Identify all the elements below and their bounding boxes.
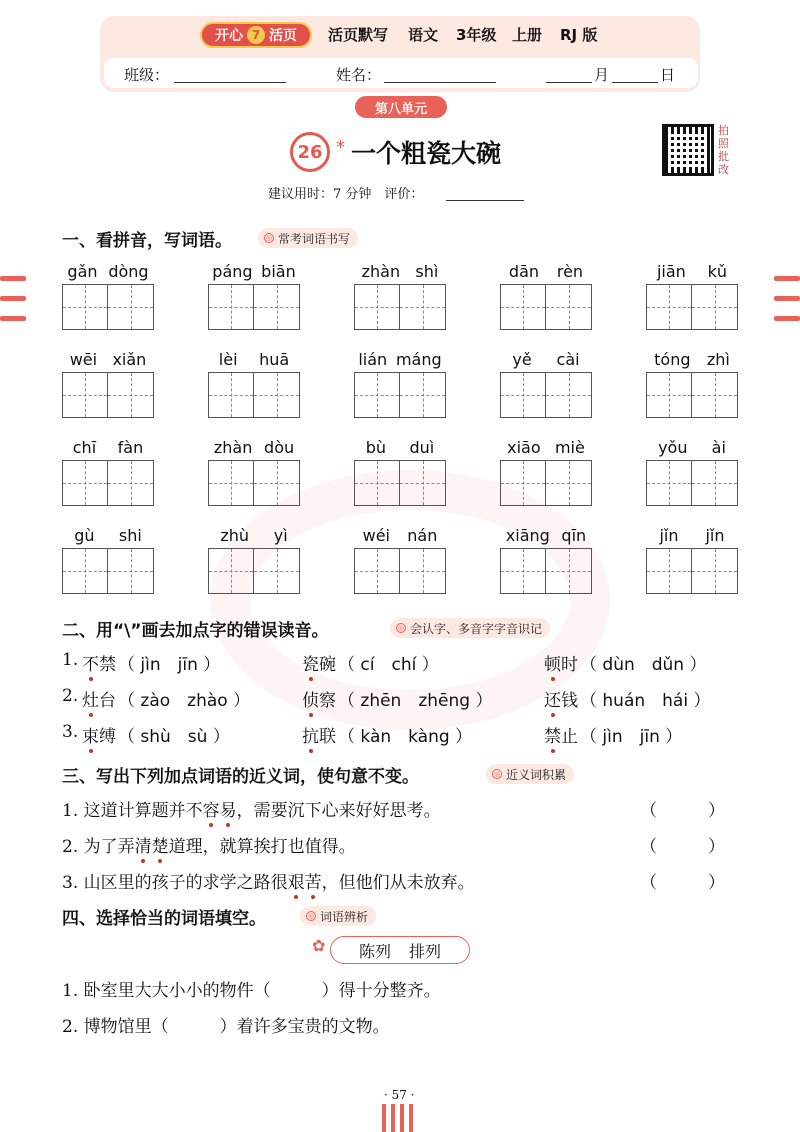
word-rest: 止: [561, 727, 578, 747]
pinyin-syllable: biān: [261, 262, 296, 281]
word-choice-box: [330, 936, 470, 964]
writing-box[interactable]: [108, 284, 154, 330]
pinyin-syllable: miè: [554, 438, 585, 457]
writing-box[interactable]: [546, 284, 592, 330]
writing-box[interactable]: [62, 460, 108, 506]
pinyin-syllable: kǔ: [707, 262, 728, 281]
pinyin-syllable: dòu: [264, 438, 295, 457]
pinyin-word: [208, 262, 300, 330]
pinyin-syllable: máng: [395, 350, 442, 369]
side-mark-left-2: [0, 296, 26, 301]
pinyin-syllable: xiāng: [505, 526, 550, 545]
pinyin-syllable: jiān: [656, 262, 686, 281]
writing-box[interactable]: [646, 372, 692, 418]
pinyin-label: [500, 438, 592, 460]
writing-boxes: [646, 460, 738, 506]
writing-boxes: [62, 284, 154, 330]
pinyin-syllable: yě: [512, 350, 532, 369]
pinyin-label: [646, 262, 738, 284]
subject-label: 语文: [408, 26, 439, 44]
target-icon: ◎: [265, 234, 273, 242]
writing-box[interactable]: [208, 548, 254, 594]
pinyin-label: [646, 438, 738, 460]
dotted-char: 禁: [544, 722, 561, 747]
pinyin-syllable: yì: [273, 526, 288, 545]
writing-box[interactable]: [546, 460, 592, 506]
volume-label: 上册: [512, 26, 543, 44]
sentence-end: ，需要沉下心来好好思考。: [236, 801, 441, 821]
pinyin-syllable: duì: [409, 438, 435, 457]
writing-box[interactable]: [208, 372, 254, 418]
item-number: 1.: [62, 650, 79, 670]
writing-box[interactable]: [354, 284, 400, 330]
writing-boxes: [646, 372, 738, 418]
dotted-char: 楚: [152, 832, 169, 857]
dotted-char: 不: [82, 650, 99, 675]
sentence-start: 1. 这道计算题并不: [62, 801, 203, 821]
fill-line-1: 1. 卧室里大大小小的物件（ ）得十分整齐。: [62, 981, 441, 1001]
writing-box[interactable]: [546, 548, 592, 594]
answer-blank[interactable]: （ ）: [640, 801, 725, 821]
pinyin-word: [500, 262, 592, 330]
pinyin-label: [208, 526, 300, 548]
writing-box[interactable]: [62, 284, 108, 330]
writing-boxes: [500, 460, 592, 506]
writing-boxes: [500, 284, 592, 330]
pinyin-label: [62, 438, 154, 460]
pinyin-label: [208, 350, 300, 372]
writing-boxes: [208, 548, 300, 594]
writing-box[interactable]: [62, 548, 108, 594]
writing-boxes: [646, 284, 738, 330]
pinyin-syllable: gù: [74, 526, 95, 545]
pinyin-syllable: zhù: [220, 526, 250, 545]
pinyin-syllable: ài: [711, 438, 726, 457]
pinyin-word: [62, 438, 154, 506]
pinyin-syllable: xiāo: [507, 438, 541, 457]
pinyin-word: [354, 526, 446, 594]
word-rest: 钱: [561, 691, 578, 711]
pinyin-syllable: lèi: [218, 350, 238, 369]
lesson-title-row: [290, 132, 501, 172]
pinyin-word: [354, 438, 446, 506]
pinyin-label: [500, 350, 592, 372]
name-field[interactable]: [384, 82, 496, 83]
flower-icon: ✿: [312, 936, 326, 955]
dotted-word: [544, 650, 578, 675]
writing-box[interactable]: [546, 372, 592, 418]
pinyin-syllable: wéi: [362, 526, 390, 545]
reading-options[interactable]: （ cí chí ）: [338, 655, 439, 675]
writing-box[interactable]: [254, 372, 300, 418]
pinyin-syllable: huā: [259, 350, 290, 369]
writing-box[interactable]: [62, 372, 108, 418]
writing-boxes: [354, 460, 446, 506]
bottom-decoration: [382, 1104, 418, 1132]
writing-boxes: [62, 548, 154, 594]
pinyin-syllable: jǐn: [659, 526, 679, 545]
word-rest: 缚: [99, 727, 116, 747]
brand-seven-icon: 7: [247, 26, 265, 44]
brand-logo: 开心 7 活页: [200, 22, 312, 48]
pinyin-syllable: páng: [212, 262, 253, 281]
choice-b: 排列: [409, 941, 442, 961]
fill-line-2: 2. 博物馆里（ ）着许多宝贵的文物。: [62, 1017, 390, 1037]
dotted-word: [82, 722, 116, 747]
pinyin-syllable: rèn: [556, 262, 584, 281]
writing-boxes: [208, 284, 300, 330]
writing-box[interactable]: [692, 548, 738, 594]
reading-options[interactable]: （ dùn dǔn ）: [580, 655, 707, 675]
pinyin-syllable: qīn: [561, 526, 587, 545]
dotted-word: [544, 686, 578, 711]
series-label: 活页默写: [328, 26, 389, 44]
sentence-end: ，但他们从未放弃。: [321, 873, 475, 893]
pinyin-word: [354, 262, 446, 330]
pinyin-word: [62, 526, 154, 594]
reading-options[interactable]: （ zhēn zhēng ）: [338, 691, 493, 711]
writing-box[interactable]: [646, 284, 692, 330]
side-mark-right-3: [774, 316, 800, 321]
pinyin-syllable: jǐn: [705, 526, 725, 545]
class-field[interactable]: [174, 82, 286, 83]
writing-box[interactable]: [500, 372, 546, 418]
reading-options[interactable]: （ kàn kàng ）: [338, 727, 473, 747]
pinyin-word: [208, 526, 300, 594]
pinyin-syllable: bù: [365, 438, 387, 457]
writing-boxes: [62, 460, 154, 506]
month-field[interactable]: [546, 82, 592, 83]
pinyin-label: [208, 438, 300, 460]
word-rest: 察: [319, 691, 336, 711]
pinyin-label: [354, 350, 446, 372]
suggested-time: 建议用时：7 分钟 评价：: [268, 187, 424, 202]
dotted-word: [302, 722, 336, 747]
qr-code-icon[interactable]: [662, 124, 714, 176]
writing-box[interactable]: [254, 284, 300, 330]
pinyin-label: [208, 262, 300, 284]
reading-options[interactable]: （ jìn jīn ）: [118, 655, 221, 675]
pinyin-syllable: nán: [407, 526, 438, 545]
writing-boxes: [354, 284, 446, 330]
synonym-sentence: [62, 796, 441, 821]
writing-box[interactable]: [254, 460, 300, 506]
pinyin-word: [208, 350, 300, 418]
synonym-sentence: [62, 868, 475, 893]
pinyin-word: [646, 350, 738, 418]
side-mark-left-1: [0, 276, 26, 281]
writing-box[interactable]: [692, 372, 738, 418]
section1-tag: ◎ 常考词语书写: [258, 228, 358, 248]
dotted-char: 抗: [302, 722, 319, 747]
item-number: 2.: [62, 686, 79, 706]
pinyin-syllable: chī: [72, 438, 97, 457]
pinyin-syllable: yǒu: [658, 438, 688, 457]
synonym-sentence: [62, 832, 356, 857]
dotted-word: [544, 722, 578, 747]
pinyin-word: [500, 350, 592, 418]
word-rest: 时: [561, 655, 578, 675]
section3-title: 三、写出下列加点词语的近义词，使句意不变。: [62, 767, 419, 787]
pinyin-syllable: shì: [415, 262, 439, 281]
target-icon: ◎: [307, 912, 315, 920]
writing-boxes: [354, 372, 446, 418]
pinyin-label: [646, 526, 738, 548]
photo-grade-label: 拍照批改: [718, 124, 729, 176]
pinyin-word: [500, 526, 592, 594]
writing-box[interactable]: [254, 548, 300, 594]
side-mark-left-3: [0, 316, 26, 321]
writing-box[interactable]: [400, 372, 446, 418]
dotted-word: [302, 650, 336, 675]
pinyin-word: [646, 438, 738, 506]
pinyin-syllable: lián: [358, 350, 388, 369]
pinyin-syllable: cài: [556, 350, 580, 369]
target-icon: ◎: [397, 624, 405, 632]
reading-options[interactable]: （ huán hái ）: [580, 691, 711, 711]
side-mark-right-1: [774, 276, 800, 281]
month-label: 月: [594, 66, 610, 84]
writing-box[interactable]: [692, 460, 738, 506]
pinyin-label: [62, 526, 154, 548]
pinyin-word: [646, 526, 738, 594]
writing-boxes: [646, 548, 738, 594]
pinyin-label: [62, 350, 154, 372]
pinyin-syllable: dān: [508, 262, 540, 281]
writing-box[interactable]: [400, 460, 446, 506]
pinyin-syllable: zhì: [706, 350, 730, 369]
section2-title: 二、用“\”画去加点字的错误读音。: [62, 621, 329, 641]
reading-options[interactable]: （ jìn jīn ）: [580, 727, 683, 747]
sentence-start: 3. 山区里的孩子的求学之路很: [62, 873, 288, 893]
writing-box[interactable]: [646, 548, 692, 594]
writing-box[interactable]: [108, 372, 154, 418]
day-label: 日: [660, 66, 676, 84]
writing-boxes: [500, 548, 592, 594]
section1-title: 一、看拼音，写词语。: [62, 231, 232, 251]
edition-label: RJ 版: [560, 26, 598, 44]
dotted-word: [302, 686, 336, 711]
pinyin-word: [62, 262, 154, 330]
dotted-word: [82, 686, 116, 711]
pinyin-label: [646, 350, 738, 372]
page-number: · 57 ·: [384, 1088, 415, 1102]
word-rest: 联: [319, 727, 336, 747]
pinyin-syllable: gǎn: [67, 262, 98, 281]
word-rest: 碗: [319, 655, 336, 675]
pinyin-syllable: zhàn: [361, 262, 401, 281]
section3-tag: ◎ 近义词积累: [486, 764, 574, 784]
writing-box[interactable]: [354, 460, 400, 506]
writing-box[interactable]: [108, 460, 154, 506]
pinyin-word: [208, 438, 300, 506]
day-field[interactable]: [612, 82, 658, 83]
word-rest: 禁: [99, 655, 116, 675]
writing-box[interactable]: [400, 548, 446, 594]
writing-box[interactable]: [354, 372, 400, 418]
side-mark-right-2: [774, 296, 800, 301]
writing-boxes: [500, 372, 592, 418]
pinyin-syllable: zhàn: [213, 438, 253, 457]
item-number: 3.: [62, 722, 79, 742]
writing-boxes: [208, 372, 300, 418]
pinyin-word: [354, 350, 446, 418]
reading-options[interactable]: （ shù sù ）: [118, 727, 230, 747]
dotted-char: 灶: [82, 686, 99, 711]
answer-blank[interactable]: （ ）: [640, 873, 725, 893]
writing-box[interactable]: [500, 460, 546, 506]
section4-title: 四、选择恰当的词语填空。: [62, 909, 266, 929]
section2-tag: ◎ 会认字、多音字字音识记: [390, 618, 550, 638]
pinyin-syllable: shi: [118, 526, 142, 545]
dotted-char: 清: [135, 832, 152, 857]
grade-label: 3年级: [456, 26, 497, 44]
answer-blank[interactable]: （ ）: [640, 837, 725, 857]
lesson-title: 一个粗瓷大碗: [351, 139, 502, 168]
pinyin-word: [62, 350, 154, 418]
pinyin-label: [500, 262, 592, 284]
unit-badge: 第八单元: [355, 96, 447, 118]
writing-box[interactable]: [108, 548, 154, 594]
dotted-char: 还: [544, 686, 561, 711]
writing-boxes: [354, 548, 446, 594]
writing-box[interactable]: [208, 460, 254, 506]
writing-box[interactable]: [500, 548, 546, 594]
writing-box[interactable]: [208, 284, 254, 330]
dotted-char: 艰: [288, 868, 305, 893]
writing-box[interactable]: [692, 284, 738, 330]
dotted-char: 易: [220, 796, 237, 821]
dotted-char: 束: [82, 722, 99, 747]
target-icon: ◎: [493, 770, 501, 778]
writing-box[interactable]: [646, 460, 692, 506]
lesson-number: 26: [290, 132, 330, 172]
sentence-end: 道理，就算挨打也值得。: [168, 837, 356, 857]
choice-a: 陈列: [358, 941, 391, 961]
writing-boxes: [208, 460, 300, 506]
reading-options[interactable]: （ zào zhào ）: [118, 691, 251, 711]
dotted-char: 苦: [305, 868, 322, 893]
star-mark: *: [336, 136, 345, 158]
pinyin-label: [62, 262, 154, 284]
pinyin-syllable: fàn: [117, 438, 144, 457]
pinyin-label: [354, 262, 446, 284]
pinyin-word: [500, 438, 592, 506]
pinyin-label: [354, 438, 446, 460]
pinyin-label: [500, 526, 592, 548]
pinyin-syllable: tóng: [654, 350, 691, 369]
evaluation-field[interactable]: [446, 200, 524, 201]
pinyin-syllable: dòng: [108, 262, 149, 281]
writing-box[interactable]: [500, 284, 546, 330]
name-label: 姓名：: [336, 66, 382, 84]
dotted-char: 容: [203, 796, 220, 821]
pinyin-label: [354, 526, 446, 548]
writing-boxes: [62, 372, 154, 418]
dotted-char: 瓷: [302, 650, 319, 675]
word-rest: 台: [99, 691, 116, 711]
dotted-char: 侦: [302, 686, 319, 711]
writing-box[interactable]: [354, 548, 400, 594]
pinyin-word: [646, 262, 738, 330]
dotted-word: [82, 650, 116, 675]
pinyin-syllable: xiǎn: [112, 350, 147, 369]
section4-tag: ◎ 词语辨析: [300, 906, 376, 926]
writing-box[interactable]: [400, 284, 446, 330]
pinyin-syllable: wēi: [69, 350, 98, 369]
dotted-char: 顿: [544, 650, 561, 675]
class-label: 班级：: [124, 66, 170, 84]
sentence-start: 2. 为了弄: [62, 837, 135, 857]
